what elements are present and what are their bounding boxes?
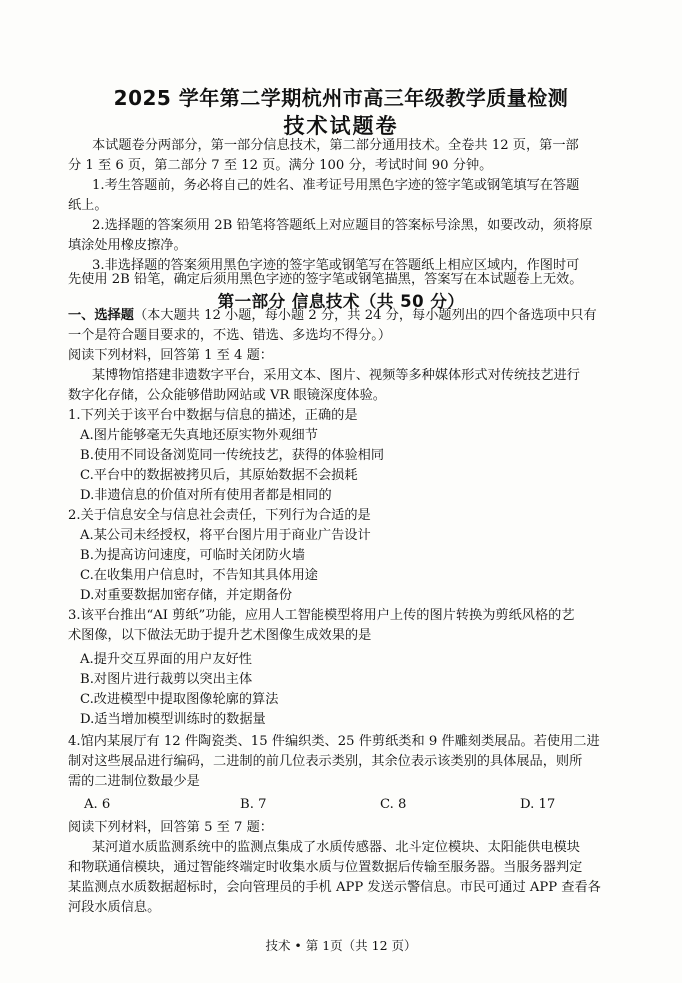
material-1-line-1: 某博物馆搭建非遗数字平台，采用文本、图片、视频等多种媒体形式对传统技艺进行 <box>92 368 580 383</box>
q2-option-a: A.某公司未经授权，将平台图片用于商业广告设计 <box>80 528 371 543</box>
note-2-line-1: 2.选择题的答案须用 2B 铅笔将答题纸上对应题目的答案标号涂黑，如要改动，须将原 <box>92 218 593 233</box>
q3-stem-line-1: 3.该平台推出“AI 剪纸”功能，应用人工智能模型将用户上传的图片转换为剪纸风格的艺 <box>68 608 575 623</box>
q3-option-c: C.改进模型中提取图像轮廓的算法 <box>80 692 279 707</box>
material-2-line-3: 某监测点水质数据超标时，会向管理员的手机 APP 发送示警信息。市民可通过 APP 查看各 <box>68 880 601 895</box>
material-2-line-1: 某河道水质监测系统中的监测点集成了水质传感器、北斗定位模块、太阳能供电模块 <box>92 840 580 855</box>
q1-option-d: D.非遗信息的价值对所有使用者都是相同的 <box>80 488 332 503</box>
exam-subtitle: 技术试题卷 <box>283 114 399 138</box>
note-3-line-1: 3.非选择题的答案须用黑色字迹的签字笔或钢笔写在答题纸上相应区域内，作图时可 <box>92 258 580 273</box>
q1-option-c: C.平台中的数据被拷贝后，其原始数据不会损耗 <box>80 468 358 483</box>
q4-stem-line-2: 制对这些展品进行编码，二进制的前几位表示类别，其余位表示该类别的具体展品，则所 <box>68 754 583 769</box>
section-desc: （本大题共 12 小题，每小题 2 分，共 24 分，每小题列出的四个备选项中只有 <box>133 308 597 323</box>
intro-line-2: 分 1 至 6 页，第二部分 7 至 12 页。满分 100 分，考试时间 90 分钟。 <box>68 158 493 173</box>
q2-option-c: C.在收集用户信息时，不告知其具体用途 <box>80 568 318 583</box>
exam-title: 2025 学年第二学期杭州市高三年级教学质量检测 <box>113 86 569 110</box>
q2-stem: 2.关于信息安全与信息社会责任，下列行为合适的是 <box>68 508 371 523</box>
q4-option-c: C. 8 <box>380 797 407 812</box>
page-footer: 技术 • 第 1页（共 12 页） <box>265 938 417 953</box>
note-1-line-2: 纸上。 <box>68 198 108 213</box>
part-one-heading: 第一部分 信息技术（共 50 分） <box>217 292 465 311</box>
q4-option-a: A. 6 <box>84 797 111 812</box>
q3-stem-line-2: 术图像，以下做法无助于提升艺术图像生成效果的是 <box>68 628 372 643</box>
section-desc-2: 一个是符合题目要求的，不选、错选、多选均不得分。） <box>68 328 392 343</box>
note-2-line-2: 填涂处用橡皮擦净。 <box>68 238 187 253</box>
q3-option-b: B.对图片进行裁剪以突出主体 <box>80 672 253 687</box>
q1-stem: 1.下列关于该平台中数据与信息的描述，正确的是 <box>68 408 358 423</box>
q4-stem-line-1: 4.馆内某展厅有 12 件陶瓷类、15 件编织类、25 件剪纸类和 9 件雕刻类展品。若使用二进 <box>68 734 600 749</box>
q3-option-d: D.适当增加模型训练时的数据量 <box>80 712 266 727</box>
material-2-line-2: 和物联通信模块，通过智能终端定时收集水质与位置数据后传输至服务器。当服务器判定 <box>68 860 583 875</box>
q1-option-b: B.使用不同设备浏览同一传统技艺，获得的体验相同 <box>80 448 385 463</box>
q1-option-a: A.图片能够毫无失真地还原实物外观细节 <box>80 428 318 443</box>
material-2-line-4: 河段水质信息。 <box>68 900 161 915</box>
q4-option-b: B. 7 <box>240 797 267 812</box>
section-header <box>68 306 597 326</box>
read-material-1: 阅读下列材料，回答第 1 至 4 题： <box>68 348 273 363</box>
note-3-line-2: 先使用 2B 铅笔，确定后须用黑色字迹的签字笔或钢笔描黑，答案写在本试题卷上无效。 <box>68 272 583 287</box>
q2-option-d: D.对重要数据加密存储，并定期备份 <box>80 588 293 603</box>
q3-option-a: A.提升交互界面的用户友好性 <box>80 652 252 667</box>
note-1-line-1: 1.考生答题前，务必将自己的姓名、准考证号用黑色字迹的签字笔或钢笔填写在答题 <box>92 178 580 193</box>
q4-stem-line-3: 需的二进制位数最少是 <box>68 774 200 789</box>
intro-line-1: 本试题卷分两部分，第一部分信息技术，第二部分通用技术。全卷共 12 页，第一部 <box>92 138 579 153</box>
material-1-line-2: 数字化存储，公众能够借助网站或 VR 眼镜深度体验。 <box>68 388 386 403</box>
section-label: 一、选择题 <box>68 308 134 323</box>
read-material-2: 阅读下列材料，回答第 5 至 7 题： <box>68 820 273 835</box>
q4-option-d: D. 17 <box>520 797 556 812</box>
q2-option-b: B.为提高访问速度，可临时关闭防火墙 <box>80 548 305 563</box>
